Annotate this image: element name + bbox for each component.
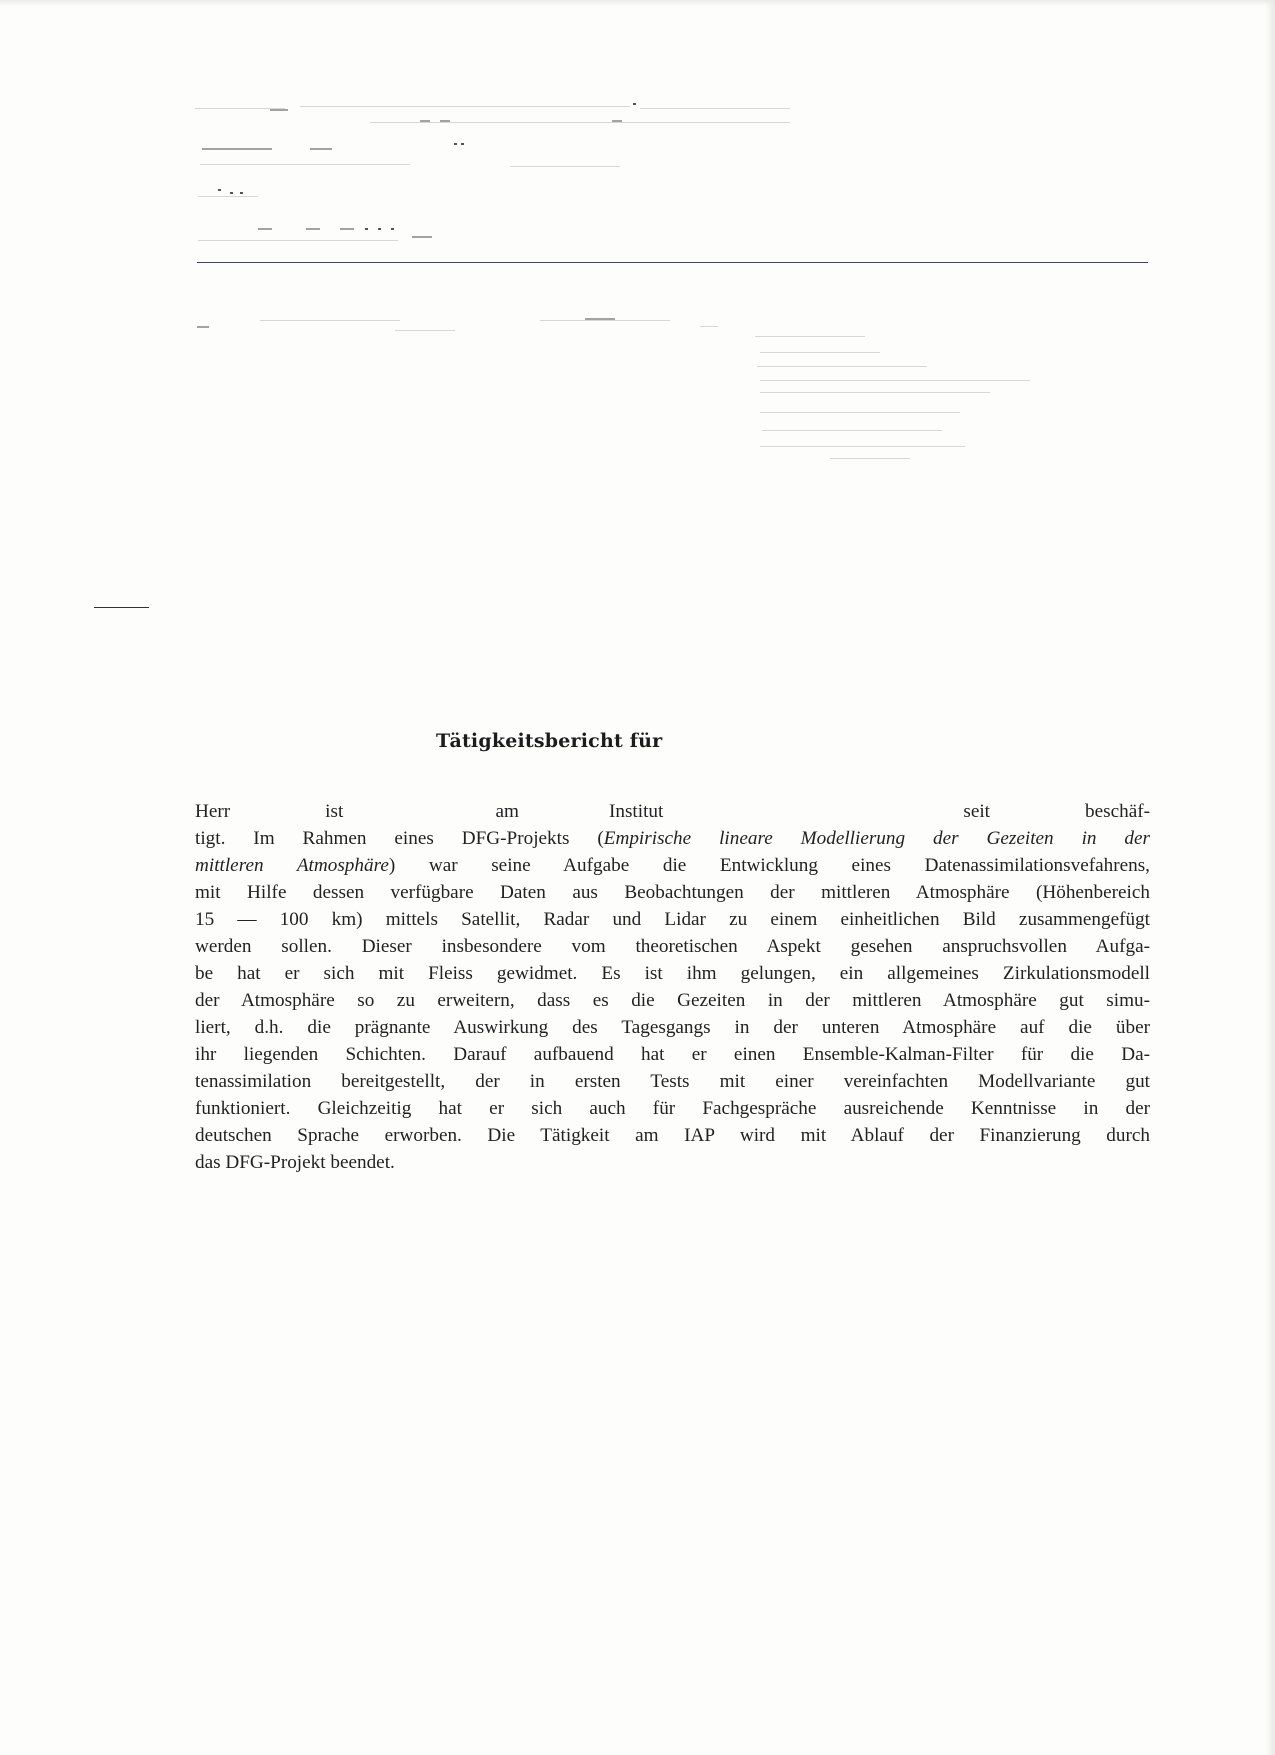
- paragraph-line-1: [195, 798, 1150, 825]
- word-herr: Herr: [195, 801, 231, 822]
- line-3-text: ) war seine Aufgabe die Entwicklung eines Datenassimilationsvefahrens,: [388, 855, 1150, 876]
- paragraph-line-3: [195, 852, 1150, 879]
- scan-edge-top: [0, 0, 1275, 6]
- word-ist-am: ist am: [325, 801, 519, 822]
- paragraph-line-14: das DFG-Projekt beendet.: [195, 1152, 395, 1173]
- paragraph-line-4: mit Hilfe dessen verfügbare Daten aus Beobachtungen der mittleren Atmosphäre (Höhenbereich: [195, 882, 1150, 903]
- paragraph-line-6: werden sollen. Dieser insbesondere vom theoretischen Aspekt gesehen anspruchsvollen Aufga-: [195, 936, 1150, 957]
- project-title-part-2: mittleren Atmosphäre: [195, 855, 389, 876]
- paragraph-line-9: liert, d.h. die prägnante Auswirkung des Tagesgangs in der unteren Atmosphäre auf die über: [195, 1017, 1150, 1038]
- fold-mark: [94, 607, 149, 608]
- body-paragraph: [195, 798, 1150, 1176]
- paragraph-line-8: der Atmosphäre so zu erweitern, dass es die Gezeiten in der mittleren Atmosphäre gut simu-: [195, 990, 1150, 1011]
- paragraph-line-11: tenassimilation bereitgestellt, der in ersten Tests mit einer vereinfachten Modellvariante gut: [195, 1071, 1150, 1092]
- project-title-part-1: Empirische lineare Modellierung der Gezeiten in der: [603, 828, 1151, 849]
- letterhead-rule: [197, 262, 1148, 263]
- word-seit: seit: [963, 801, 991, 822]
- word-institut: Institut: [608, 801, 664, 822]
- paragraph-line-13: deutschen Sprache erworben. Die Tätigkeit am IAP wird mit Ablauf der Finanzierung durch: [195, 1125, 1150, 1146]
- paragraph-line-7: be hat er sich mit Fleiss gewidmet. Es ist ihm gelungen, ein allgemeines Zirkulationsmodell: [195, 963, 1150, 984]
- document-title: Tätigkeitsbericht für: [436, 730, 663, 752]
- paragraph-line-5: 15 — 100 km) mittels Satellit, Radar und Lidar zu einem einheitlichen Bild zusammengefügt: [195, 909, 1150, 930]
- paragraph-line-12: funktioniert. Gleichzeitig hat er sich auch für Fachgespräche ausreichende Kenntnisse in der: [195, 1098, 1150, 1119]
- line-2-text: tigt. Im Rahmen eines DFG-Projekts (: [195, 828, 604, 849]
- paragraph-line-2: [195, 825, 1150, 852]
- paragraph-line-10: ihr liegenden Schichten. Darauf aufbauend hat er einen Ensemble-Kalman-Filter für die Da-: [195, 1044, 1150, 1065]
- scan-edge-right: [1265, 0, 1275, 1755]
- word-beschaef: beschäf-: [1085, 801, 1150, 822]
